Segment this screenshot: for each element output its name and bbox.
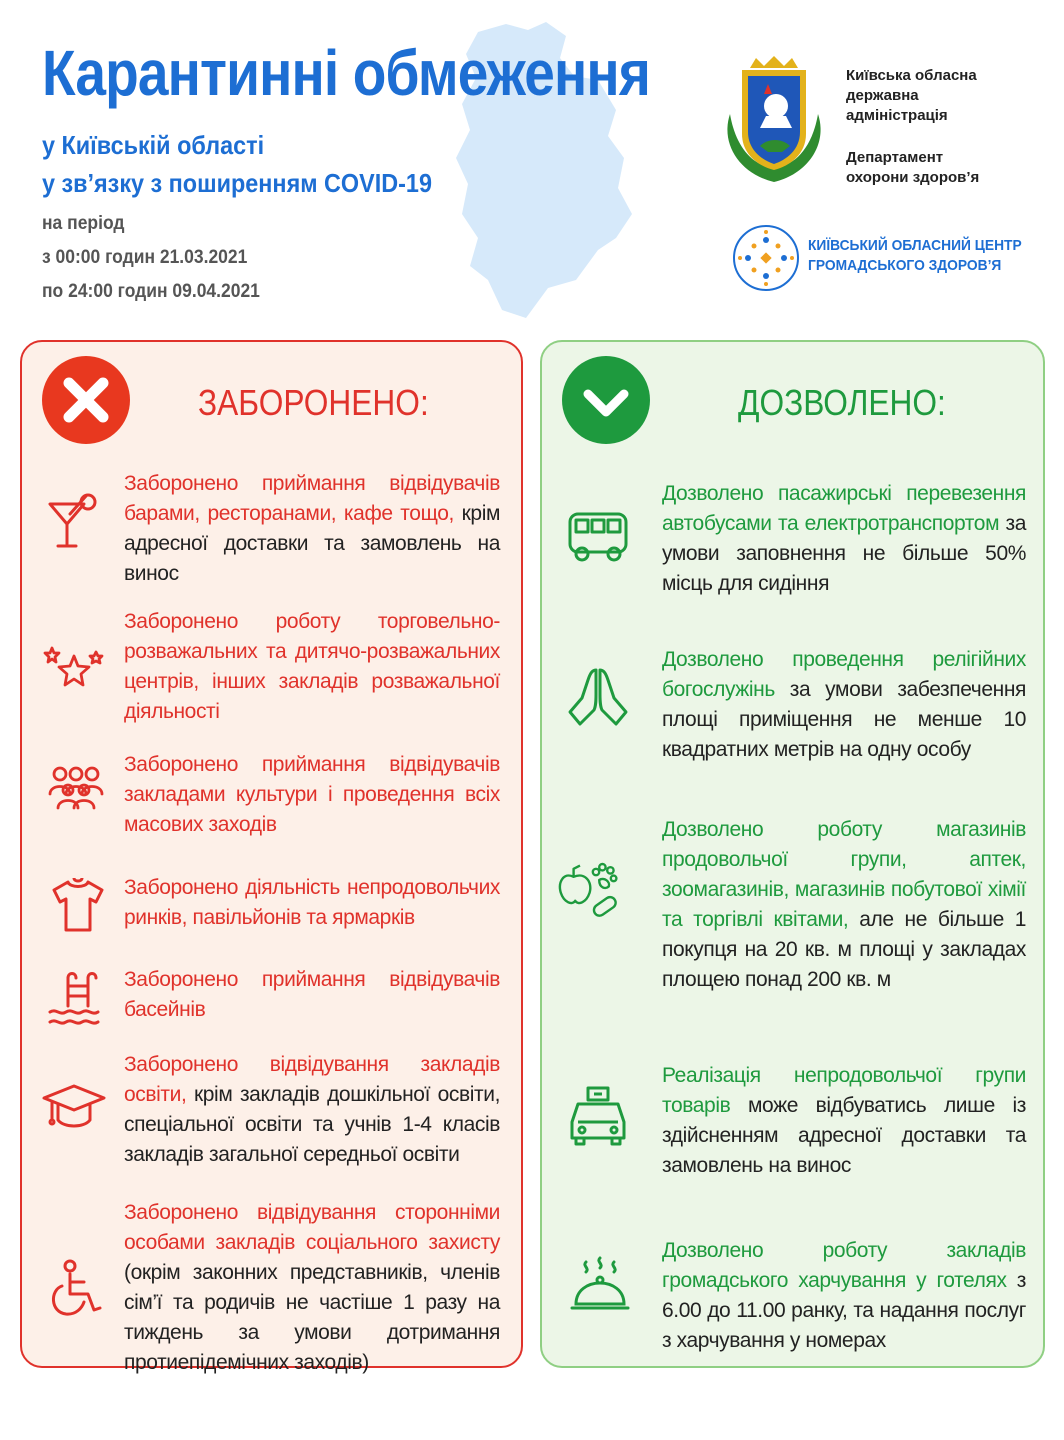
public-health-center-name: КИЇВСЬКИЙ ОБЛАСНИЙ ЦЕНТР ГРОМАДСЬКОГО ЗДОРОВ’Я (808, 237, 1022, 274)
cocktail-icon (42, 488, 106, 552)
graduation-cap-icon (42, 1074, 106, 1138)
forbidden-item-pools: Заборонено приймання відвідувачів басейнів (124, 968, 500, 1021)
wheelchair-icon (44, 1258, 108, 1322)
people-icon (44, 760, 108, 824)
cloche-icon (568, 1256, 632, 1320)
allowed-check-icon (562, 356, 650, 444)
period-to: по 24:00 годин 09.04.2021 (42, 281, 260, 302)
administration-name: Київська обласна державна адміністрація (846, 67, 977, 124)
forbidden-item-education: Заборонено відвідування закладів освіти, крім закладів дошкільної освіти, спеціальної освіти та учнів 1-4 класів закладів загальної середньої освіти (124, 1053, 500, 1166)
allowed-item-transport: Дозволено пасажирські перевезення автобусами та електротранспортом за умови заповнення не більше 50% місць для сидіння (662, 482, 1026, 595)
page-title: Карантинні обмеження (42, 37, 651, 109)
bus-icon (566, 504, 630, 568)
period-label: на період (42, 213, 125, 234)
forbidden-heading: ЗАБОРОНЕНО: (198, 382, 429, 423)
allowed-heading: ДОЗВОЛЕНО: (738, 382, 946, 423)
delivery-car-icon (566, 1084, 630, 1148)
subtitle-covid: у зв’язку з поширенням COVID-19 (42, 168, 432, 198)
subtitle-region: у Київській області (42, 130, 265, 160)
allowed-item-religious: Дозволено проведення релігійних богослужінь за умови забезпечення площі приміщення не менше 10 квадратних метрів на одну особу (662, 648, 1026, 761)
tshirt-icon (46, 874, 110, 938)
forbidden-item-culture: Заборонено приймання відвідувачів закладами культури і проведення всіх масових заходів (124, 753, 500, 836)
period-from: з 00:00 годин 21.03.2021 (42, 247, 248, 268)
forbidden-item-entertainment: Заборонено роботу торговельно-розважальних та дитячо-розважальних центрів, інших закладів розважальної діяльності (124, 610, 500, 723)
allowed-item-hotel-catering: Дозволено роботу закладів громадського харчування у готелях з 6.00 до 11.00 ранку, та надання послуг з харчування у номерах (662, 1239, 1026, 1352)
forbidden-item-markets: Заборонено діяльність непродовольчих ринків, павільйонів та ярмарків (124, 876, 500, 929)
pool-icon (44, 966, 108, 1030)
forbidden-item-bars: Заборонено приймання відвідувачів барами, ресторанами, кафе тощо, крім адресної доставки та замовлень на винос (124, 472, 500, 585)
allowed-item-shops: Дозволено роботу магазинів продовольчої групи, аптек, зоомагазинів, магазинів побутової хімії та торгівлі квітами, але не більше 1 покупця на 20 кв. м площі у закладах площею понад 200 кв. м (662, 818, 1027, 991)
praying-hands-icon (566, 664, 630, 728)
shop-goods-icon (556, 856, 620, 920)
allowed-item-nonfood-delivery: Реалізація непродовольчої групи товарів може відбуватись лише із здійсненням адресної доставки та замовлень на винос (662, 1064, 1026, 1177)
coat-of-arms-logo (720, 54, 828, 186)
forbidden-item-social-protection: Заборонено відвідування сторонніми особами закладів соціального захисту (окрім законних представників, членів сім’ї та родичів не частіше 1 разу на тиждень за умови дотримання протиепідемічних заходів) (124, 1201, 500, 1374)
department-name: Департамент охорони здоров’я (846, 149, 980, 186)
forbidden-x-icon (42, 356, 130, 444)
public-health-center-logo (732, 224, 800, 292)
stars-icon (40, 634, 104, 698)
